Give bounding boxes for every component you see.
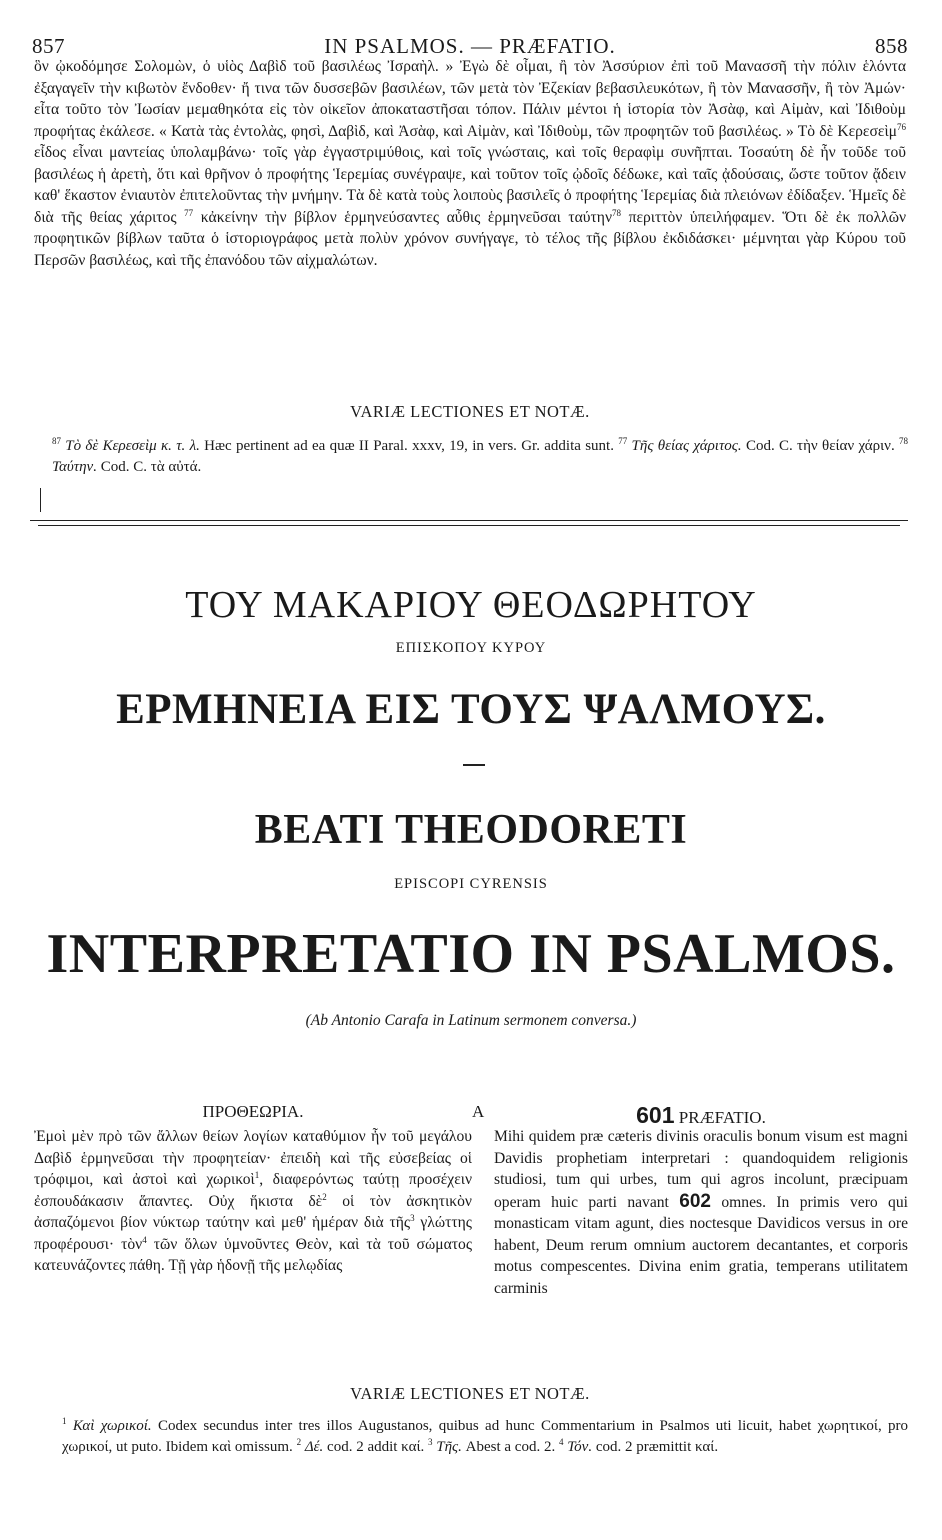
translator-note: (Ab Antonio Carafa in Latinum sermonem conversa.)	[305, 1012, 637, 1029]
greek-title-line2: ΕΠΙΣΚΟΠΟΥ ΚΥΡΟΥ	[395, 640, 547, 656]
latin-title-line3: INTERPRETATIO IN PSALMOS.	[46, 923, 896, 985]
column-number: 602	[679, 1190, 711, 1212]
latin-column-text: Mihi quidem præ cæteris divinis oraculis bonum visum est magni Davidis prophetiam interpretari : quandoquidem religionis studiosi, tum qui urbes, tum qui agros incolunt, præcipuam operam huic parti navant 602 omnes. In primis vero qui monasticam vitam agunt, dies noctesque Davidicos versus in ore habent, Deum rerum omnium auctorem decantantes, et corporis motus compescentes. Divina enim gratia, temperans utilitatem carminis	[494, 1128, 908, 1297]
continuation-paragraph: ὃν ᾠκοδόμησε Σολομὼν, ὁ υἱὸς Δαβὶδ τοῦ βασιλέως Ἰσραὴλ. » Ἐγὼ δὲ οἶμαι, ἢ τὸν Ἀσσύριον ἐπὶ τοῦ Μανασσῆ τὴν πόλιν ἑλόντα ἐξαγαγεῖν τὴν κιβωτὸν ἔνδοθεν· ἤ τινα τῶν δυσσεβῶν βασιλέων, τῶν μετὰ τὸν Ἐζεκίαν βεβασιλευκότων, ἢ τὸν Μανασσῆν, ἢ τὸν Ἀμών· εἶτα τοῦτο τὸν Ἰωσίαν μεμαθηκότα εἰς τὸν οἰκεῖον ἀποκαταστῆσαι τόπον. Πάλιν μέντοι ἡ ἱστορία τὸν Ἀσὰφ, καὶ Αἰμὰν, καὶ Ἰδιθοὺμ προφήτας ἐκάλεσε. « Κατὰ τὰς ἐντολὰς, φησὶ, Δαβὶδ, καὶ Ἀσὰφ, καὶ Αἰμὰν, καὶ Ἰδιθοὺμ, τῶν προφητῶν τοῦ βασιλέως. » Τὸ δὲ Κερεσεὶμ$^{76}$ εἶδος εἶναι μαντείας ὑπολαμβάνω· τοῖς γὰρ ἐγγαστριμύθοις, καὶ τοῖς γνώσταις, καὶ τοῖς θεραφὶμ συνῆπται. Τοσαύτη δὲ ἦν τοῦδε τοῦ βασιλέως ἡ ἀρετὴ, ὅτι καὶ θρῆνον ὁ προφήτης Ἱερεμίας συνέγραψε, καὶ τοῦτον τοῖς ᾠδοῖς δέδωκε, καὶ ταῖς ᾀδούσαις, ὥστε τοῦτον ᾄδειν καθ' ἕκαστον ἐνιαυτὸν ἐπιτελοῦντας τὴν μνήμην. Τὰ δὲ κατὰ τοὺς λοιποὺς βασιλεῖς ὁ προφήτης Ἱερεμίας διὰ πλειόνων ἐδίδαξεν. Ἡμεῖς δὲ διὰ τῆς θείας χάριτος $^{77}$ κἀκείνην τὴν βίβλον ἑρμηνεύσαντες αὖθις ἑρμηνεῦσαι ταύτην$^{78}$ περιττὸν ὑπειλήφαμεν. Ὅτι δὲ ἐκ πολλῶν προφητικῶν βίβλων ταῦτα ὁ ἱστοριογράφος μετὰ πολὺν χρόνον συνήγαγε, τὸ τέλος τῆς βίβλου ἐκδιδάσκει· μέμνηται γὰρ Κύρου τοῦ Περσῶν βασιλέως, καὶ τῆς ἐπανόδου τῶν αἰχμαλώτων.	[34, 58, 907, 269]
running-title: IN PSALMOS. — PRÆFATIO.	[324, 34, 616, 58]
notes-heading-bottom: VARIÆ LECTIONES ET NOTÆ.	[350, 1384, 590, 1403]
title-dash	[463, 764, 485, 766]
margin-letter: A	[472, 1102, 485, 1121]
notes-heading-top: VARIÆ LECTIONES ET NOTÆ.	[350, 402, 590, 421]
margin-mark	[40, 488, 41, 512]
greek-column-text: Ἐμοὶ μὲν πρὸ τῶν ἄλλων θείων λογίων καταθύμιον ἦν τοῦ μεγάλου Δαβὶδ ἑρμηνεῦσαι τὴν προφητείαν· ἐπειδὴ καὶ τῆς εὐσεβείας οἱ τρόφιμοι, καὶ ἀστοὶ καὶ χωρικοὶ$^1$, διαφερόντως ταύτῃ προσέχειν ἐσπουδάκασιν ἅπαντες. Οὐχ ἥκιστα δὲ$^2$ οἱ τὸν ἀσκητικὸν ἀσπαζόμενοι βίον νύκτωρ ταύτην καὶ μεθ' ἡμέραν διὰ τῆς$^3$ γλώττης προφέρουσι· τὸν$^4$ τῶν ὅλων ὑμνοῦντες Θεὸν, καὶ τὰ τοῦ σώματος κατευνάζοντες πάθη. Τῇ γὰρ ἡδονῇ τῆς μελῳδίας	[34, 1128, 473, 1274]
column-number: 601	[636, 1102, 675, 1128]
divider-rule	[38, 525, 900, 526]
notes-bottom: $^1$ Καὶ χωρικοί. Codex secundus inter tres illos Augustanos, quibus ad hunc Commentarium in Psalmos uti licuit, habet χωρητικοί, pro χωρικοί, ut puto. Ibidem καὶ omissum. $^2$ Δέ. cod. 2 addit καί. $^3$ Τῆς. Abest a cod. 2. $^4$ Τόν. cod. 2 præmittit καί.	[62, 1416, 909, 1455]
running-header	[32, 34, 908, 58]
greek-column-heading: ΠΡΟΘΕΩΡΙΑ.	[202, 1102, 304, 1121]
footnote-ref: 78	[612, 207, 621, 218]
page-number-left: 857	[32, 34, 65, 58]
notes-top: $^{87}$ Τὸ δὲ Κερεσεὶμ κ. τ. λ. Hæc pertinent ad ea quæ II Paral. xxxv, 19, in vers. Gr. addita sunt. $^{77}$ Τῆς θείας χάριτος. Cod. C. τὴν θείαν χάριν. $^{78}$ Ταύτην. Cod. C. τὰ αὐτά.	[52, 436, 909, 475]
footnote-ref: 76	[897, 121, 906, 132]
latin-title-line2: EPISCOPI CYRENSIS	[394, 876, 548, 892]
divider-rule	[30, 520, 908, 521]
greek-title-line3: ΕΡΜΗΝΕΙΑ ΕΙΣ ΤΟΥΣ ΨΑΛΜΟΥΣ.	[116, 686, 826, 733]
footnote-ref: 77	[184, 207, 194, 218]
page-number-right: 858	[875, 34, 908, 58]
latin-title-line1: BEATI THEODORETI	[254, 807, 688, 853]
greek-title-line1: ΤΟΥ ΜΑΚΑΡΙΟΥ ΘΕΟΔΩΡΗΤΟΥ	[185, 584, 757, 626]
latin-column-heading: 601 PRÆFATIO.	[636, 1102, 766, 1128]
